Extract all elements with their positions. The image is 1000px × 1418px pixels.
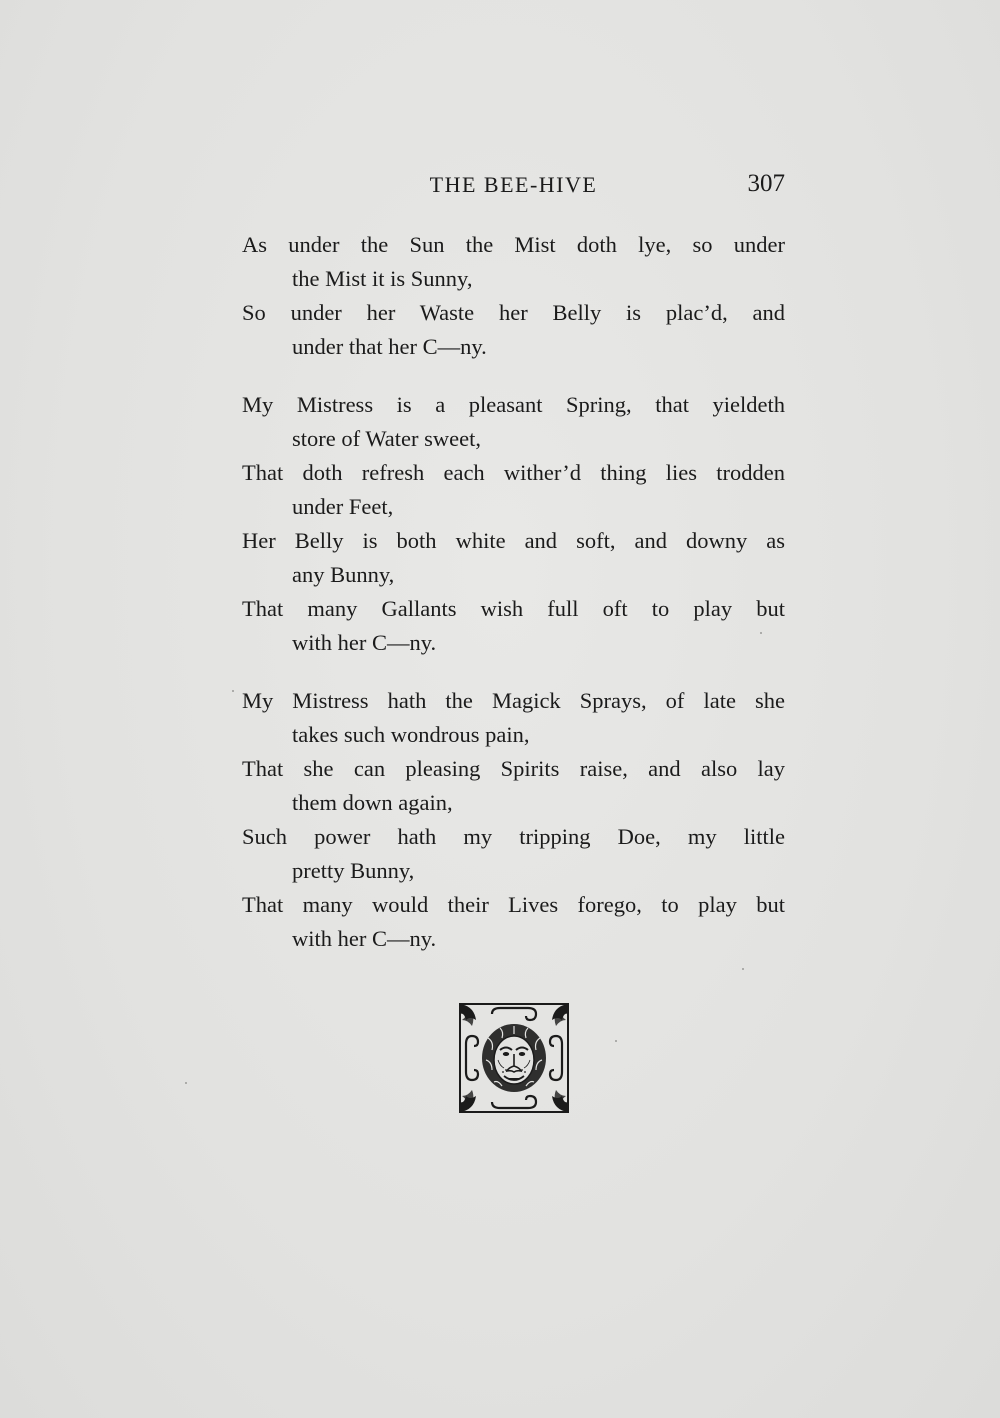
poem-line: That many Gallants wish full oft to play but	[242, 596, 785, 621]
poem-line: Her Belly is both white and soft, and downy as	[242, 528, 785, 553]
running-title: THE BEE-HIVE	[429, 172, 598, 197]
stanza-1	[242, 228, 785, 364]
poem-line-continuation: them down again,	[292, 790, 453, 815]
poem-line-continuation: takes such wondrous pain,	[292, 722, 530, 747]
poem-line: That doth refresh each wither’d thing lies trodden	[242, 460, 785, 485]
running-head	[242, 168, 785, 204]
poem-line-continuation: under Feet,	[292, 494, 394, 519]
lion-mask-tailpiece-icon	[454, 998, 574, 1118]
poem-line-continuation: the Mist it is Sunny,	[292, 266, 473, 291]
poem-line: My Mistress hath the Magick Sprays, of late she	[242, 688, 785, 713]
poem-line: Such power hath my tripping Doe, my little	[242, 824, 785, 849]
poem-line: So under her Waste her Belly is plac’d, and	[242, 300, 785, 325]
poem-line: My Mistress is a pleasant Spring, that yieldeth	[242, 392, 785, 417]
poem-line-continuation: store of Water sweet,	[292, 426, 481, 451]
poem-line-continuation: pretty Bunny,	[292, 858, 415, 883]
poem-line-continuation: with her C—ny.	[292, 926, 437, 951]
stanza-2	[242, 388, 785, 660]
poem-line-continuation: under that her C—ny.	[292, 334, 487, 359]
page-number: 307	[747, 170, 785, 197]
paper-speck	[185, 1082, 187, 1084]
poem-line-continuation: any Bunny,	[292, 562, 395, 587]
poem-line: As under the Sun the Mist doth lye, so under	[242, 232, 785, 257]
paper-speck	[615, 1040, 617, 1042]
poem	[242, 228, 785, 980]
paper-speck	[760, 632, 762, 634]
stanza-3	[242, 684, 785, 956]
poem-line-continuation: with her C—ny.	[292, 630, 437, 655]
paper-speck	[742, 968, 744, 970]
paper-speck	[232, 690, 234, 692]
poem-line: That she can pleasing Spirits raise, and also lay	[242, 756, 785, 781]
poem-line: That many would their Lives forego, to play but	[242, 892, 785, 917]
